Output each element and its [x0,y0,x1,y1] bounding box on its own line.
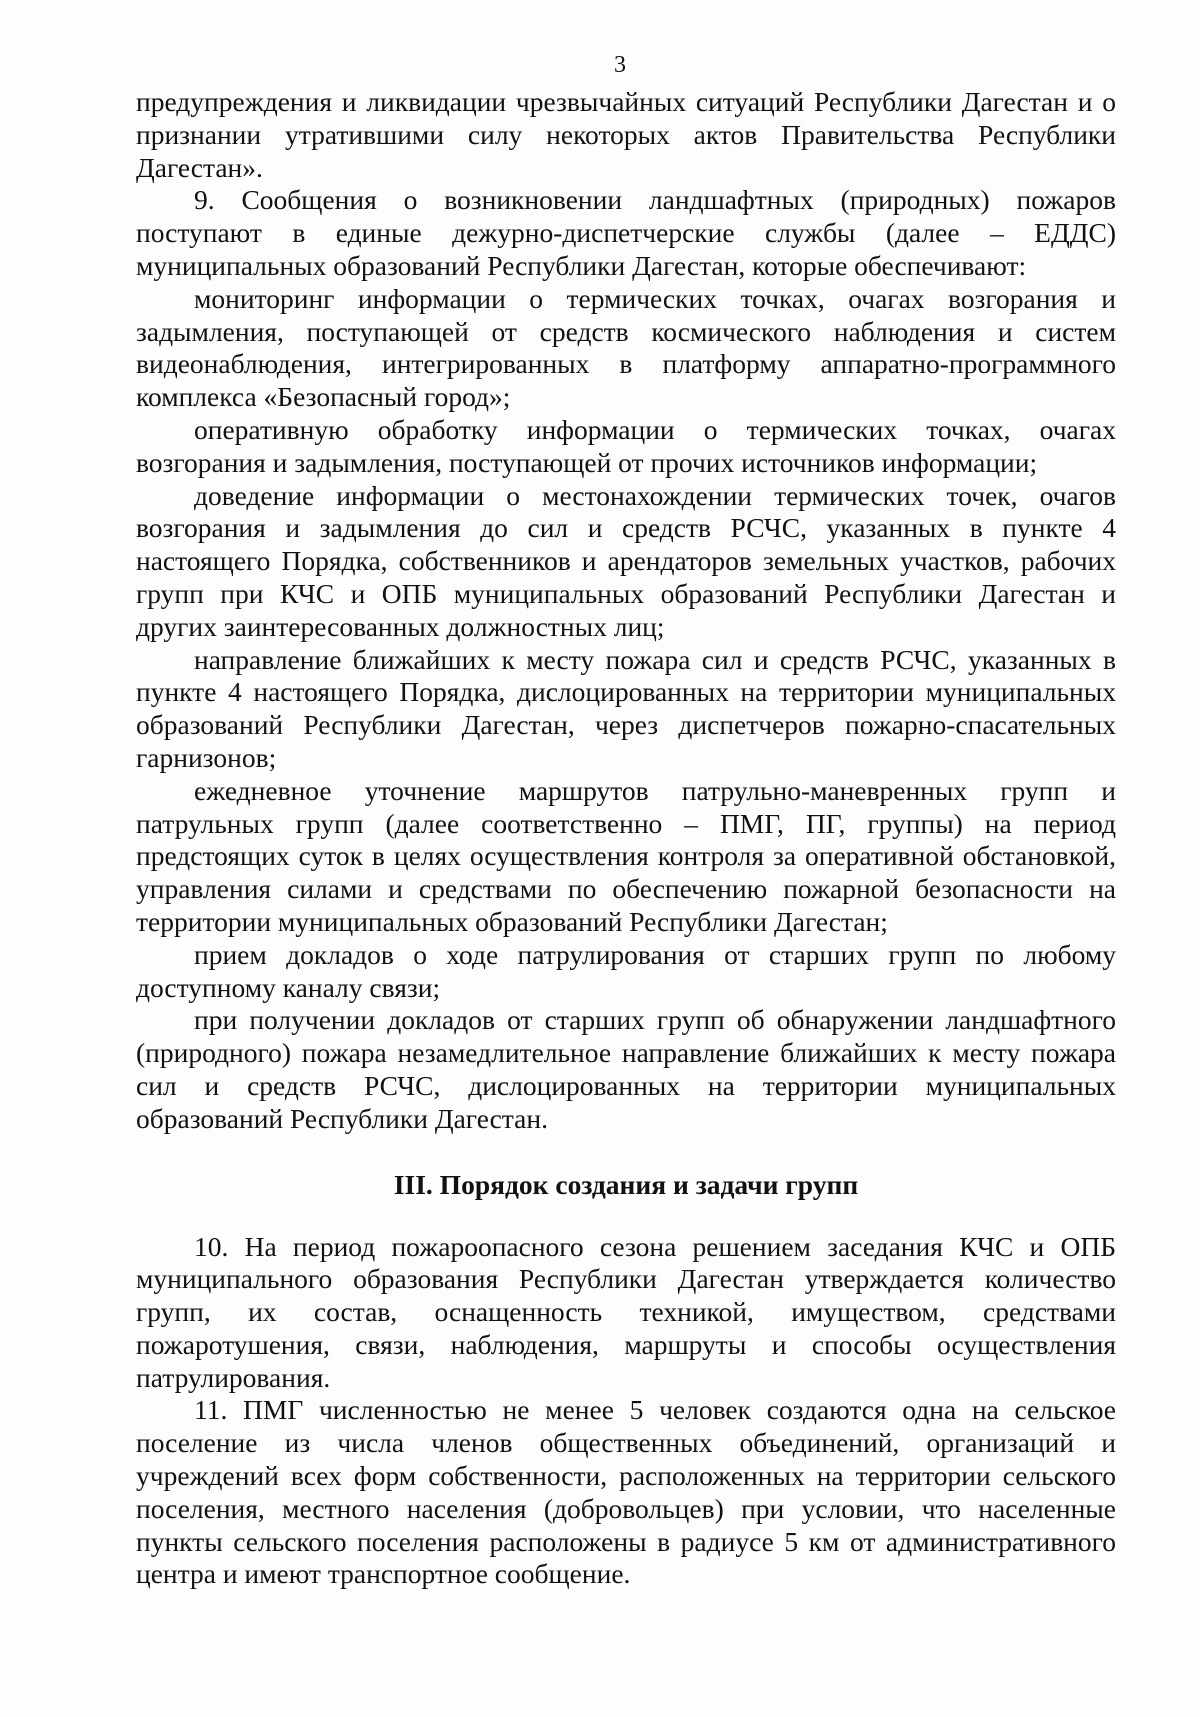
paragraph-item-11: 11. ПМГ численностью не менее 5 человек создаются одна на сельское поселение из числа членов общественных объединений, организаций и учреждений всех форм собственности, расположенных на территории сельского поселения, местного населения (добровольцев) при условии, что населенные пункты сельского поселения расположены в радиусе 5 км от административного центра и имеют транспортное сообщение. [136,1394,1116,1590]
page-number: 3 [614,52,626,78]
section-heading: III. Порядок создания и задачи групп [393,1168,859,1200]
paragraph-item-9: 9. Сообщения о возникновении ландшафтных (природных) пожаров поступают в единые дежурно-диспетчерские службы (далее – ЕДДС) муниципальных образований Республики Дагестан, которые обеспечивают: [136,184,1116,281]
paragraph-report-reception: прием докладов о ходе патрулирования от старших групп по любому доступному каналу связи; [136,938,1116,1003]
paragraph-operational-processing: оперативную обработку информации о термических точках, очагах возгорания и задымления, поступающей от прочих источников информации; [136,413,1116,478]
paragraph-information-delivery: доведение информации о местонахождении термических точек, очагов возгорания и задымления до сил и средств РСЧС, указанных в пункте 4 настоящего Порядка, собственников и арендаторов земельных участков, рабочих групп при КЧС и ОПБ муниципальных образований Республики Дагестан и других заинтересованных должностных лиц; [136,479,1116,642]
paragraph-continuation: предупреждения и ликвидации чрезвычайных ситуаций Республики Дагестан и о признании утратившими силу некоторых актов Правительства Республики Дагестан». [136,86,1116,183]
document-body [136,86,1116,1591]
paragraph-forces-dispatch: направление ближайших к месту пожара сил и средств РСЧС, указанных в пункте 4 настоящего Порядка, дислоцированных на территории муниципальных образований Республики Дагестан, через диспетчеров пожарно-спасательных гарнизонов; [136,643,1116,773]
paragraph-item-10: 10. На период пожароопасного сезона решением заседания КЧС и ОПБ муниципального образования Республики Дагестан утверждается количество групп, их состав, оснащенность техникой, имуществом, средствами пожаротушения, связи, наблюдения, маршруты и способы осуществления патрулирования. [136,1230,1116,1393]
paragraph-monitoring: мониторинг информации о термических точках, очагах возгорания и задымления, поступающей от средств космического наблюдения и систем видеонаблюдения, интегрированных в платформу аппаратно-программного комплекса «Безопасный город»; [136,282,1116,413]
paragraph-route-clarification: ежедневное уточнение маршрутов патрульно-маневренных групп и патрульных групп (далее соответственно – ПМГ, ПГ, группы) на период предстоящих суток в целях осуществления контроля за оперативной обстановкой, управления силами и средствами по обеспечению пожарной безопасности на территории муниципальных образований Республики Дагестан; [136,774,1116,937]
paragraph-fire-detection: при получении докладов от старших групп об обнаружении ландшафтного (природного) пожара незамедлительное направление ближайших к месту пожара сил и средств РСЧС, дислоцированных на территории муниципальных образований Республики Дагестан. [136,1004,1116,1134]
